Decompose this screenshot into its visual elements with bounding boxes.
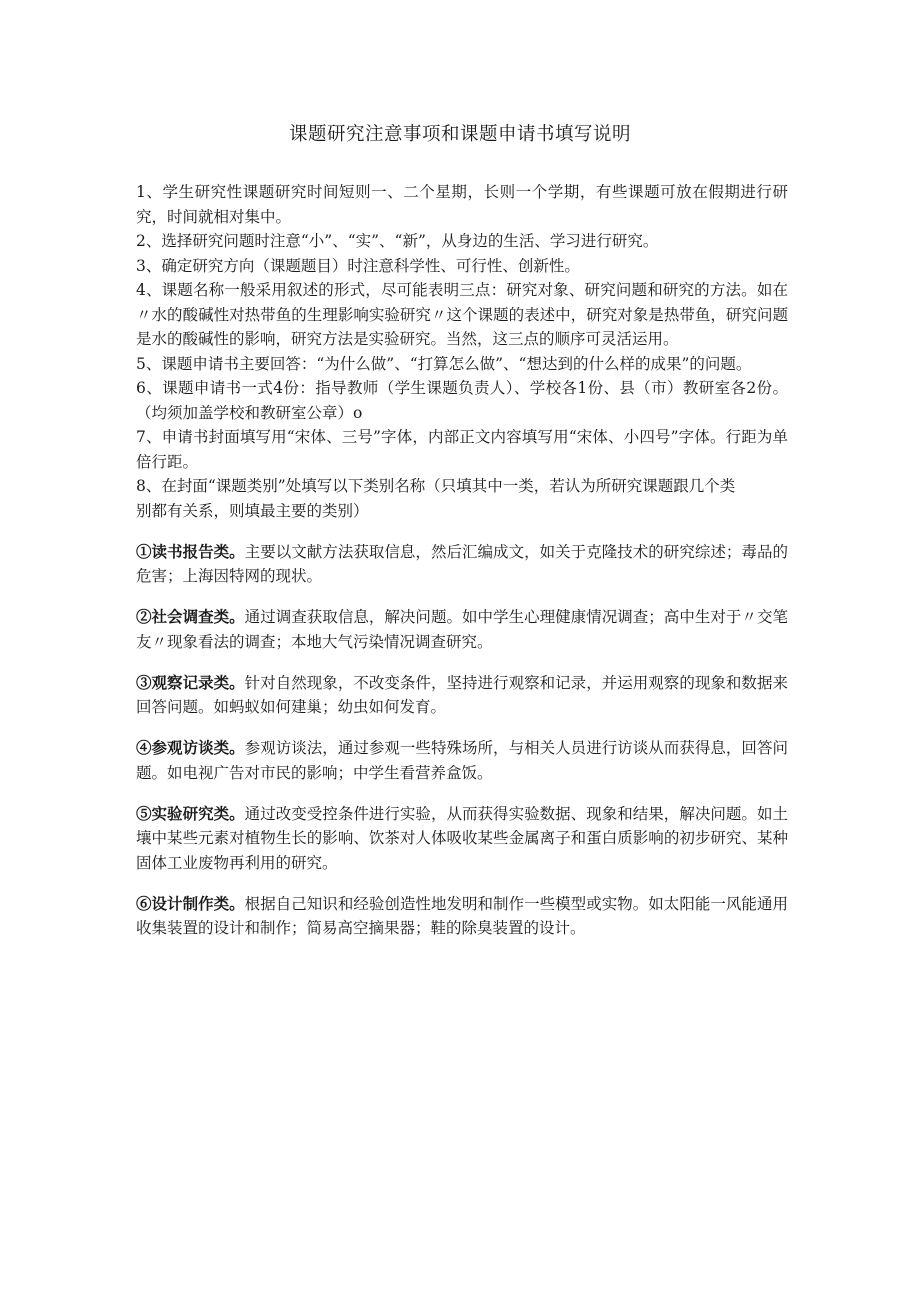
spacer [136,875,788,892]
item-7: 7、申请书封面填写用“宋体、三号”字体，内部正文内容填写用“宋体、小四号”字体。行距为单倍行距。 [136,428,788,471]
spacer [136,589,788,606]
category-label: ②社会调查类。 [136,607,245,626]
category-text: 通过调查获取信息，解决问题。如中学生心理健康情况调查；高中生对于〃交笔友〃现象看法的调查；本地大气污染情况调查研究。 [136,608,788,651]
category-label: ⑤实验研究类。 [136,803,245,823]
category-label: ①读书报告类。 [136,541,245,561]
item-2: 2、选择研究问题时注意“小”、“实”、“新”，从身边的生活、学习进行研究。 [136,232,659,250]
category-visit-interview [136,736,788,785]
spacer [136,523,788,540]
page-title: 课题研究注意事项和课题申请书填写说明 [288,124,631,145]
category-text: 通过改变受控条件进行实验，从而获得实验数据、现象和结果，解决问题。如土壤中某些元素对植物生长的影响、饮茶对人体吸收某些金属离子和蛋白质影响的初步研究、某种固体工业废物再利用的研究。 [136,804,788,872]
item-1: 1、学生研究性课题研究时间短则一、二个星期，长则一个学期，有些课题可放在假期进行研究，时间就相对集中。 [136,183,788,226]
spacer [136,654,788,671]
item-4: 4、课题名称一般采用叙述的形式，尽可能表明三点：研究对象、研究问题和研究的方法。如在〃水的酸碱性对热带鱼的生理影响实验研究〃这个课题的表述中，研究对象是热带鱼，研究问题是水的酸碱性的影响，研究方法是实验研究。当然，这三点的顺序可灵活运用。 [136,281,788,348]
item-8-continued: 别都有关系，则填最主要的类别） [136,501,369,520]
spacer [136,720,788,737]
category-text: 根据自己知识和经验创造性地发明和制作一些模型或实物。如太阳能一风能通用收集装置的设计和制作；简易高空摘果器；鞋的除臭装置的设计。 [136,894,788,937]
category-label: ④参观访谈类。 [136,738,245,757]
category-text: 主要以文献方法获取信息，然后汇编成文，如关于克隆技术的研究综述；毒品的危害；上海因特网的现状。 [136,542,788,585]
item-6: 6、课题申请书一式4份：指导教师（学生课题负责人）、学校各1份、县（市）教研室各2份。（均须加盖学校和教研室公章）o [136,379,788,422]
category-label: ③观察记录类。 [136,672,245,692]
category-experiment-research [136,802,788,876]
category-design-production [136,892,788,941]
item-3: 3、确定研究方向（课题题目）时注意科学性、可行性、创新性。 [136,256,580,275]
category-label: ⑥设计制作类。 [136,893,245,913]
category-text: 参观访谈法，通过参观一些特殊场所，与相关人员进行访谈从而获得息，回答问题。如电视广告对市民的影响；中学生看营养盒饭。 [136,739,788,782]
item-8: 8、在封面“课题类别”处填写以下类别名称（只填其中一类，若认为所研究课题跟几个类 [136,477,736,495]
document-body [136,180,788,941]
category-social-survey [136,605,788,654]
category-text: 针对自然现象，不改变条件，坚持进行观察和记录，并运用观察的现象和数据来回答问题。如蚂蚁如何建巢；幼虫如何发育。 [136,673,788,716]
item-5: 5、课题申请书主要回答：“为什么做”、“打算怎么做”、“想达到的什么样的成果”的问题。 [136,354,752,373]
category-observation-record [136,671,788,720]
spacer [136,785,788,802]
category-reading-report [136,540,788,589]
